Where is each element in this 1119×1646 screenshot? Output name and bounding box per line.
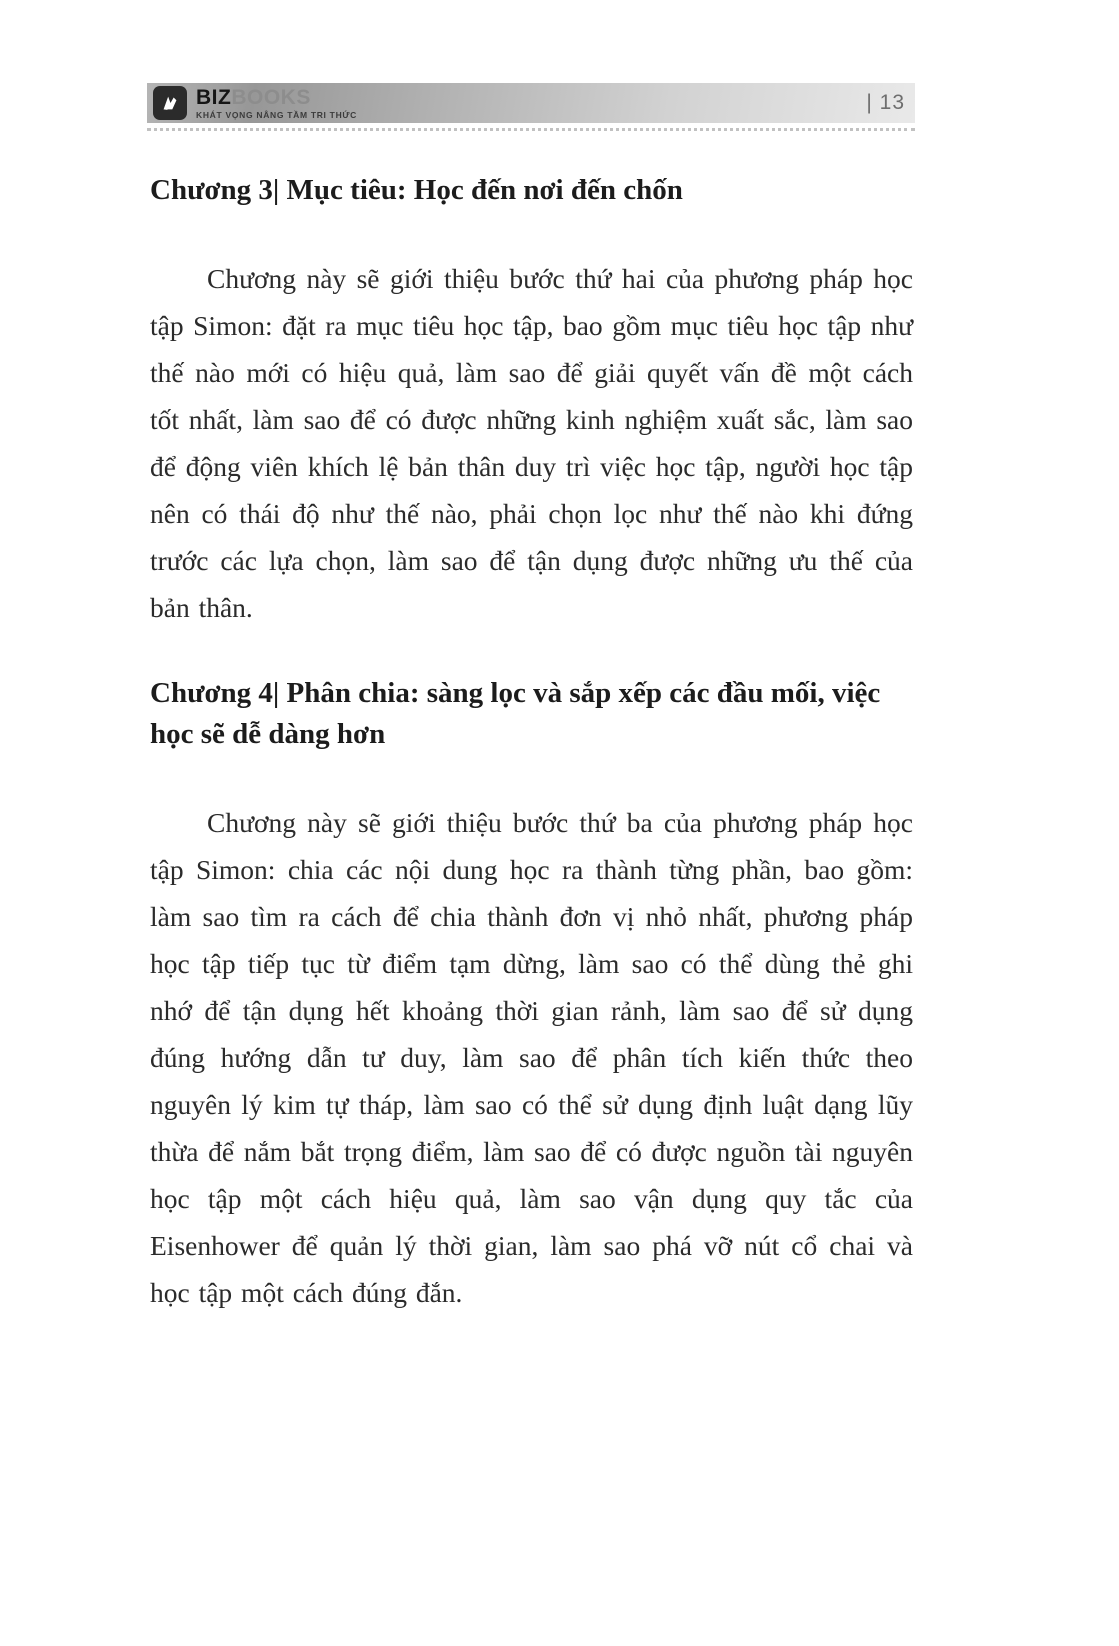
chapter-4-summary: Chương này sẽ giới thiệu bước thứ ba của phương pháp học tập Simon: chia các nội dung học ra thành từng phần, bao gồm: làm sao tìm ra cách để chia thành đơn vị nhỏ nhất, phương pháp học tập tiếp tục từ điểm tạm dừng, làm sao có thể dùng thẻ ghi nhớ để tận dụng hết khoảng thời gian rảnh, làm sao để sử dụng đúng hướng dẫn tư duy, làm sao để phân tích kiến thức theo nguyên lý kim tự tháp, làm sao có thể sử dụng định luật dạng lũy thừa để nắm bắt trọng điểm, làm sao để có được nguồn tài nguyên học tập một cách hiệu quả, làm sao vận dụng quy tắc của Eisenhower để quản lý thời gian, làm sao phá vỡ nút cổ chai và học tập một cách đúng đắn. xyxy=(150,807,913,1308)
publisher-logo xyxy=(153,86,357,120)
chapter-4-heading: Chương 4| Phân chia: sàng lọc và sắp xếp các đầu mối, việc học sẽ dễ dàng hơn xyxy=(150,677,881,750)
logo-text-block xyxy=(196,87,357,120)
chapter-3-heading: Chương 3| Mục tiêu: Học đến nơi đến chốn xyxy=(150,174,683,206)
dotted-rule xyxy=(147,128,915,131)
chapter-3-summary: Chương này sẽ giới thiệu bước thứ hai của phương pháp học tập Simon: đặt ra mục tiêu học tập, bao gồm mục tiêu học tập như thế nào mới có hiệu quả, làm sao để giải quyết vấn đề một cách tốt nhất, làm sao để có được những kinh nghiệm xuất sắc, làm sao để động viên khích lệ bản thân duy trì việc học tập, người học tập nên có thái độ như thế nào, phải chọn lọc như thế nào khi đứng trước các lựa chọn, làm sao để tận dụng được những ưu thế của bản thân. xyxy=(150,263,913,623)
book-logo-icon xyxy=(153,86,187,120)
header-bar xyxy=(147,83,915,123)
logo-tagline: KHÁT VỌNG NÂNG TẦM TRI THỨC xyxy=(196,109,357,120)
logo-wordmark xyxy=(196,87,357,108)
page-header xyxy=(147,83,915,131)
page-content xyxy=(150,170,913,1316)
logo-books: BOOKS xyxy=(231,85,311,109)
logo-biz: BIZ xyxy=(196,85,232,109)
page-number: | 13 xyxy=(866,91,905,114)
